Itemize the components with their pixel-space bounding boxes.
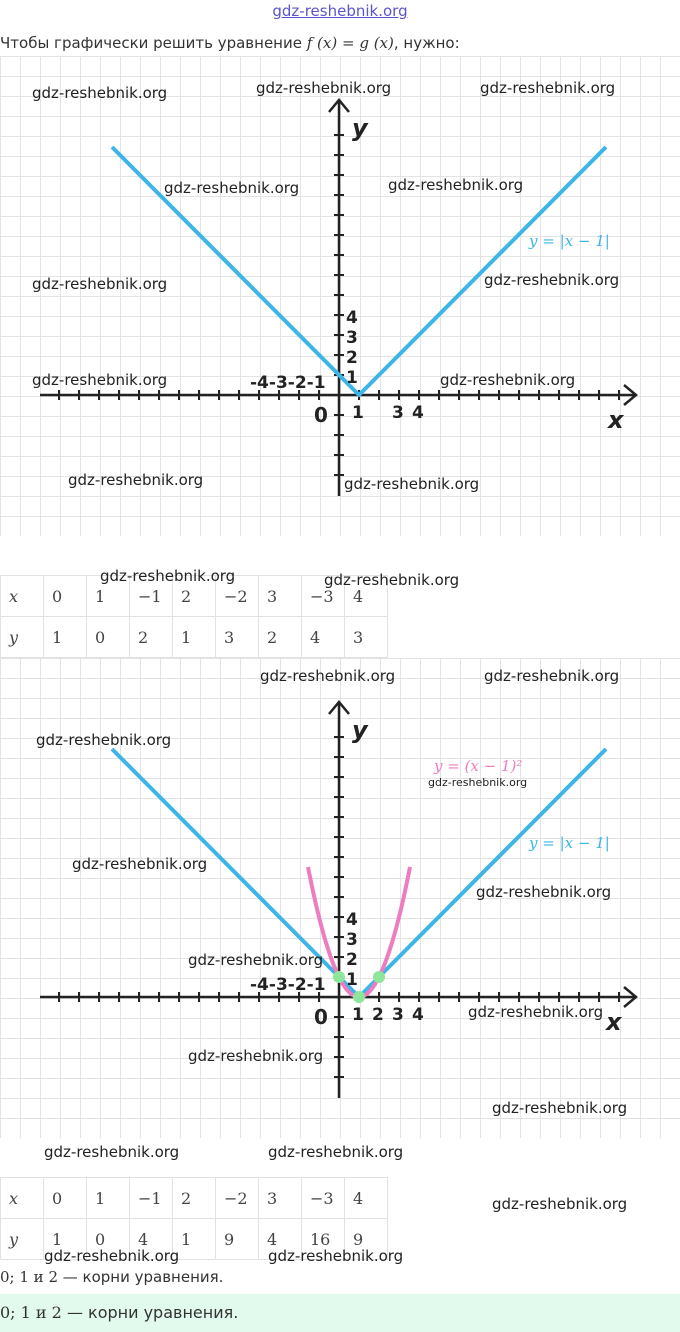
watermark: gdz-reshebnik.org bbox=[188, 1047, 324, 1065]
watermark: gdz-reshebnik.org bbox=[480, 79, 616, 97]
watermark: gdz-reshebnik.org bbox=[492, 1099, 628, 1117]
table-cell: 4 bbox=[130, 1219, 173, 1260]
table-cell: 1 bbox=[44, 1219, 87, 1260]
table-cell: 3 bbox=[259, 576, 302, 617]
answer-tail: — корни уравнения. bbox=[58, 1268, 224, 1286]
table-cell: 2 bbox=[173, 1178, 216, 1219]
table-cell: 2 bbox=[173, 576, 216, 617]
graph-abs bbox=[0, 56, 680, 536]
table-cell: −3 bbox=[302, 1178, 345, 1219]
watermark: gdz-reshebnik.org bbox=[256, 79, 392, 97]
table-cell: y bbox=[1, 617, 44, 658]
table-cell: 3 bbox=[259, 1178, 302, 1219]
table-cell: 4 bbox=[259, 1219, 302, 1260]
watermark: gdz-reshebnik.org bbox=[476, 883, 612, 901]
table-cell: 4 bbox=[345, 576, 388, 617]
table-cell: −2 bbox=[216, 576, 259, 617]
watermark: gdz-reshebnik.org bbox=[72, 855, 208, 873]
watermark: gdz-reshebnik.org bbox=[100, 567, 236, 585]
x-axis-label: x bbox=[608, 406, 624, 434]
abs-line bbox=[112, 749, 606, 997]
table-cell: 0 bbox=[87, 617, 130, 658]
watermark: gdz-reshebnik.org bbox=[32, 275, 168, 293]
watermark: gdz-reshebnik.org bbox=[428, 776, 528, 789]
watermark: gdz-reshebnik.org bbox=[32, 84, 168, 102]
watermark: gdz-reshebnik.org bbox=[388, 176, 524, 194]
watermark: gdz-reshebnik.org bbox=[268, 1143, 404, 1161]
watermark: gdz-reshebnik.org bbox=[324, 571, 460, 589]
y-axis-label: y bbox=[352, 114, 368, 142]
table-cell: 9 bbox=[345, 1219, 388, 1260]
intersection-point bbox=[373, 971, 385, 983]
table-cell: 3 bbox=[216, 617, 259, 658]
watermark: gdz-reshebnik.org bbox=[484, 667, 620, 685]
neg-tick-labels: -4-3-2-1 bbox=[250, 373, 326, 393]
table-cell: 9 bbox=[216, 1219, 259, 1260]
y-tick-1: 1 bbox=[346, 368, 358, 388]
table-cell: 0 bbox=[44, 576, 87, 617]
table-cell: 0 bbox=[87, 1219, 130, 1260]
table-cell: 1 bbox=[87, 576, 130, 617]
x-tick-4: 4 bbox=[412, 1005, 424, 1025]
table-cell: 16 bbox=[302, 1219, 345, 1260]
table-row-y bbox=[1, 617, 388, 658]
y-tick-1: 1 bbox=[346, 970, 358, 990]
watermark: gdz-reshebnik.org bbox=[468, 1003, 604, 1021]
intersection-point bbox=[333, 971, 345, 983]
table-cell: −3 bbox=[302, 576, 345, 617]
x-axis-label: x bbox=[606, 1008, 622, 1036]
table-cell: 0 bbox=[44, 1178, 87, 1219]
watermark: gdz-reshebnik.org bbox=[44, 1247, 180, 1265]
table-cell: x bbox=[1, 1178, 44, 1219]
table-cell: 2 bbox=[259, 617, 302, 658]
watermark: gdz-reshebnik.org bbox=[484, 271, 620, 289]
x-tick-1: 1 bbox=[352, 403, 364, 423]
answer-box-roots: 0; 1 и 2 bbox=[0, 1303, 62, 1322]
answer-roots: 0; 1 и 2 bbox=[0, 1268, 58, 1286]
origin-label: 0 bbox=[314, 1005, 328, 1029]
table-row-x bbox=[1, 1178, 388, 1219]
table-cell: 2 bbox=[130, 617, 173, 658]
table-cell: 4 bbox=[345, 1178, 388, 1219]
table-cell: −1 bbox=[130, 1178, 173, 1219]
watermark: gdz-reshebnik.org bbox=[492, 1195, 628, 1213]
abs-line-label: y = |x − 1| bbox=[529, 232, 610, 250]
watermark: gdz-reshebnik.org bbox=[164, 179, 300, 197]
watermark: gdz-reshebnik.org bbox=[32, 371, 168, 389]
table-cell: −2 bbox=[216, 1178, 259, 1219]
intersection-point bbox=[353, 991, 365, 1003]
abs-line-label: y = |x − 1| bbox=[529, 834, 610, 852]
table-cell: x bbox=[1, 576, 44, 617]
site-link[interactable]: gdz-reshebnik.org bbox=[272, 2, 408, 20]
graph-abs-svg bbox=[0, 56, 680, 536]
x-tick-1: 1 bbox=[352, 1005, 364, 1025]
graph-abs-parabola bbox=[0, 658, 680, 1138]
intro-equation: f (x) = g (x) bbox=[306, 34, 394, 52]
table-cell: 1 bbox=[173, 617, 216, 658]
y-tick-3: 3 bbox=[346, 930, 358, 950]
table-cell: 3 bbox=[345, 617, 388, 658]
watermark: gdz-reshebnik.org bbox=[268, 1247, 404, 1265]
intro-lead: Чтобы графически решить уравнение bbox=[0, 34, 307, 52]
parabola-label: y = (x − 1)² bbox=[434, 757, 523, 775]
answer-box-tail: — корни уравнения. bbox=[61, 1303, 239, 1322]
y-axis-label: y bbox=[352, 716, 368, 744]
watermark: gdz-reshebnik.org bbox=[344, 475, 480, 493]
table-cell: 1 bbox=[173, 1219, 216, 1260]
watermark: gdz-reshebnik.org bbox=[68, 471, 204, 489]
y-tick-2: 2 bbox=[346, 348, 358, 368]
x-tick-2: 2 bbox=[372, 1005, 384, 1025]
x-tick-3: 3 bbox=[392, 403, 404, 423]
y-tick-4: 4 bbox=[346, 910, 358, 930]
table-cell: 1 bbox=[87, 1178, 130, 1219]
x-tick-4: 4 bbox=[412, 403, 424, 423]
answer-text bbox=[0, 1268, 223, 1286]
table-cell: 4 bbox=[302, 617, 345, 658]
watermark: gdz-reshebnik.org bbox=[440, 371, 576, 389]
origin-label: 0 bbox=[314, 403, 328, 427]
y-tick-3: 3 bbox=[346, 328, 358, 348]
table-cell: −1 bbox=[130, 576, 173, 617]
y-tick-4: 4 bbox=[346, 308, 358, 328]
neg-tick-labels: -4-3-2-1 bbox=[250, 975, 326, 995]
table-cell: y bbox=[1, 1219, 44, 1260]
answer-box bbox=[0, 1294, 680, 1332]
watermark: gdz-reshebnik.org bbox=[260, 667, 396, 685]
watermark: gdz-reshebnik.org bbox=[188, 951, 324, 969]
x-tick-3: 3 bbox=[392, 1005, 404, 1025]
y-tick-2: 2 bbox=[346, 950, 358, 970]
intro-text bbox=[0, 34, 460, 52]
watermark: gdz-reshebnik.org bbox=[44, 1143, 180, 1161]
watermark: gdz-reshebnik.org bbox=[36, 731, 172, 749]
table-cell: 1 bbox=[44, 617, 87, 658]
intro-tail: , нужно: bbox=[393, 34, 460, 52]
